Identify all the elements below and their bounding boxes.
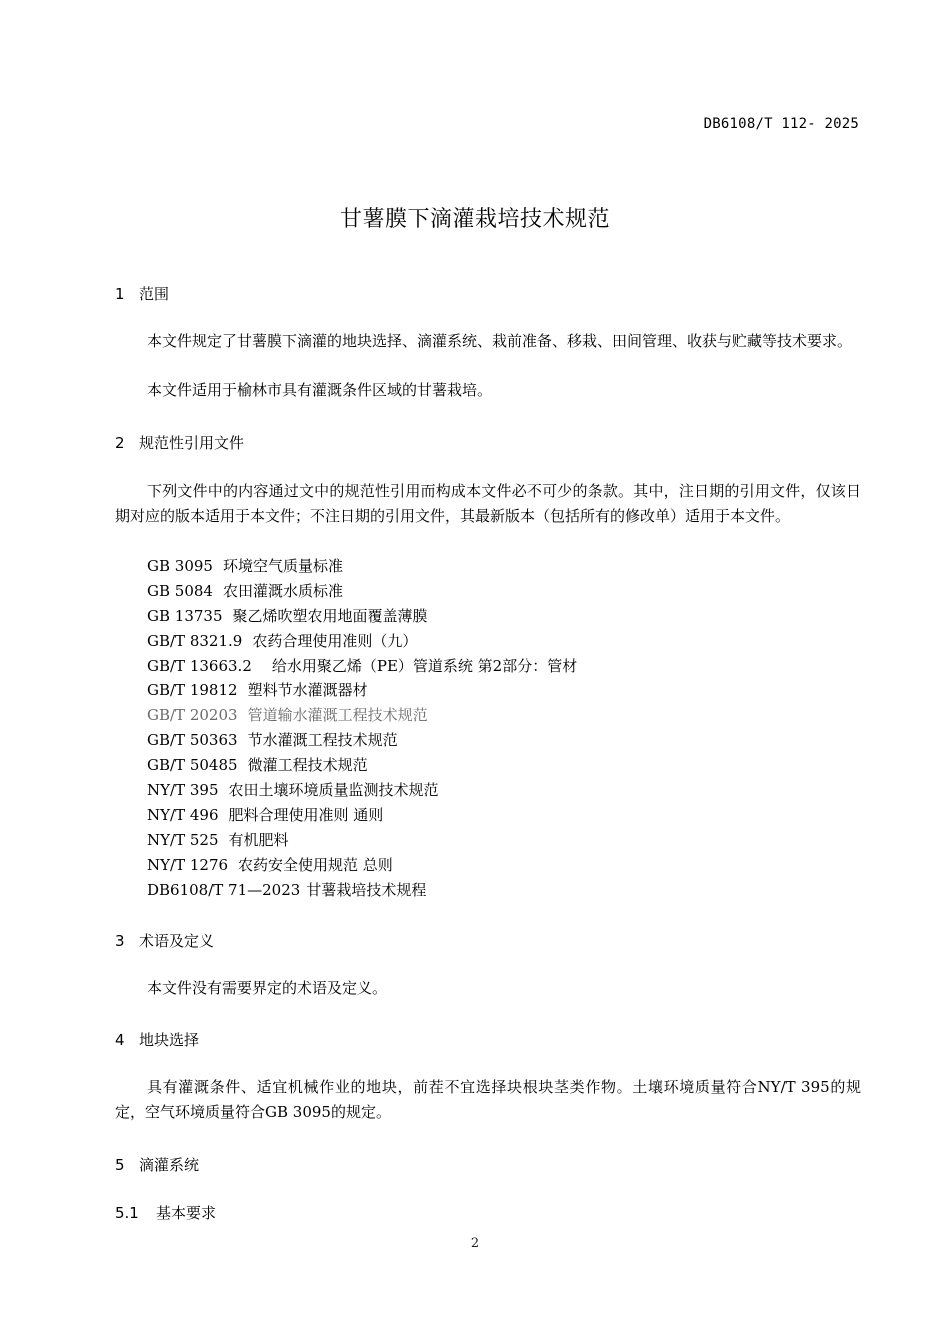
section-3-number: 3: [115, 932, 125, 950]
reference-item: [147, 629, 577, 654]
section-5-1-heading: [115, 1202, 216, 1223]
reference-item: [147, 579, 577, 604]
reference-code: GB 3095: [147, 557, 213, 575]
document-title: 甘薯膜下滴灌栽培技术规范: [339, 207, 610, 232]
section-3-title: 术语及定义: [139, 932, 215, 950]
reference-item: [147, 828, 577, 853]
reference-name: 甘薯栽培技术规程: [306, 880, 427, 899]
section-5-heading: [115, 1154, 199, 1175]
reference-item: [147, 703, 577, 728]
reference-code: NY/T 395: [147, 781, 219, 800]
reference-item: [147, 728, 577, 753]
reference-name: 节水灌溉工程技术规范: [247, 731, 398, 750]
section-2-number: 2: [115, 434, 125, 452]
reference-code: GB 13735: [147, 606, 223, 625]
reference-item: [147, 853, 577, 878]
reference-name: 有机肥料: [228, 830, 289, 849]
reference-item: [147, 678, 577, 703]
reference-name: 农药安全使用规范 总则: [238, 855, 393, 874]
reference-code: GB/T 50485: [147, 756, 238, 775]
reference-name: 农田土壤环境质量监测技术规范: [228, 781, 439, 800]
reference-code: GB/T 13663.2: [147, 656, 252, 675]
section-1-heading: [115, 283, 169, 304]
section-2-heading: [115, 432, 244, 453]
reference-code: NY/T 525: [147, 830, 219, 849]
reference-code: GB/T 19812: [147, 681, 238, 700]
section-4-heading: [115, 1029, 199, 1050]
section-1-title: 范围: [139, 285, 170, 303]
section-4-paragraph: 具有灌溉条件、适宜机械作业的地块，前茬不宜选择块根块茎类作物。土壤环境质量符合NY/T 395的规定，空气环境质量符合GB 3095的规定。: [115, 1078, 861, 1121]
section-2-title: 规范性引用文件: [139, 434, 245, 452]
reference-code: DB6108/T 71—2023: [147, 880, 301, 899]
reference-name: 聚乙烯吹塑农用地面覆盖薄膜: [232, 606, 428, 625]
section-3-paragraph: 本文件没有需要界定的术语及定义。: [147, 979, 388, 997]
reference-item: [147, 878, 577, 903]
section-3-heading: [115, 930, 214, 951]
reference-item: [147, 803, 577, 828]
reference-code: NY/T 496: [147, 805, 219, 824]
reference-name: 农田灌溉水质标准: [222, 581, 343, 600]
section-1-paragraph-2: 本文件适用于榆林市具有灌溉条件区域的甘薯栽培。: [147, 381, 493, 399]
reference-code: GB 5084: [147, 581, 213, 600]
reference-item: [147, 753, 577, 778]
section-4-title: 地块选择: [139, 1031, 200, 1049]
reference-code: GB/T 50363: [147, 731, 238, 750]
reference-name: 给水用聚乙烯（PE）管道系统 第2部分：管材: [271, 656, 578, 675]
reference-code: NY/T 1276: [147, 855, 229, 874]
section-2-intro: 下列文件中的内容通过文中的规范性引用而构成本文件必不可少的条款。其中，注日期的引用文件，仅该日期对应的版本适用于本文件；不注日期的引用文件，其最新版本（包括所有的修改单）适用于本文件。: [115, 482, 861, 525]
section-1-number: 1: [115, 285, 125, 303]
reference-name: 肥料合理使用准则 通则: [228, 805, 384, 824]
section-5-1-title: 基本要求: [156, 1204, 217, 1222]
section-5-title: 滴灌系统: [139, 1156, 200, 1174]
reference-item: [147, 554, 577, 579]
page-number: 2: [470, 1236, 480, 1251]
reference-list: [147, 554, 577, 902]
section-4-number: 4: [115, 1031, 125, 1049]
reference-code: GB/T 8321.9: [147, 631, 243, 650]
reference-item: [147, 604, 577, 629]
section-5-1-number: 5.1: [115, 1204, 139, 1222]
reference-item: [147, 654, 577, 679]
reference-item: [147, 778, 577, 803]
reference-code: GB/T 20203: [147, 706, 238, 725]
reference-name: 塑料节水灌溉器材: [247, 681, 368, 700]
section-5-number: 5: [115, 1156, 125, 1174]
reference-name: 农药合理使用准则（九）: [252, 631, 418, 650]
reference-name: 微灌工程技术规范: [247, 756, 368, 775]
section-1-paragraph-1: 本文件规定了甘薯膜下滴灌的地块选择、滴灌系统、栽前准备、移栽、田间管理、收获与贮藏等技术要求。: [147, 332, 853, 350]
standard-code: DB6108/T 112- 2025: [703, 116, 859, 132]
reference-name: 环境空气质量标准: [222, 557, 343, 575]
reference-name: 管道输水灌溉工程技术规范: [247, 706, 428, 725]
